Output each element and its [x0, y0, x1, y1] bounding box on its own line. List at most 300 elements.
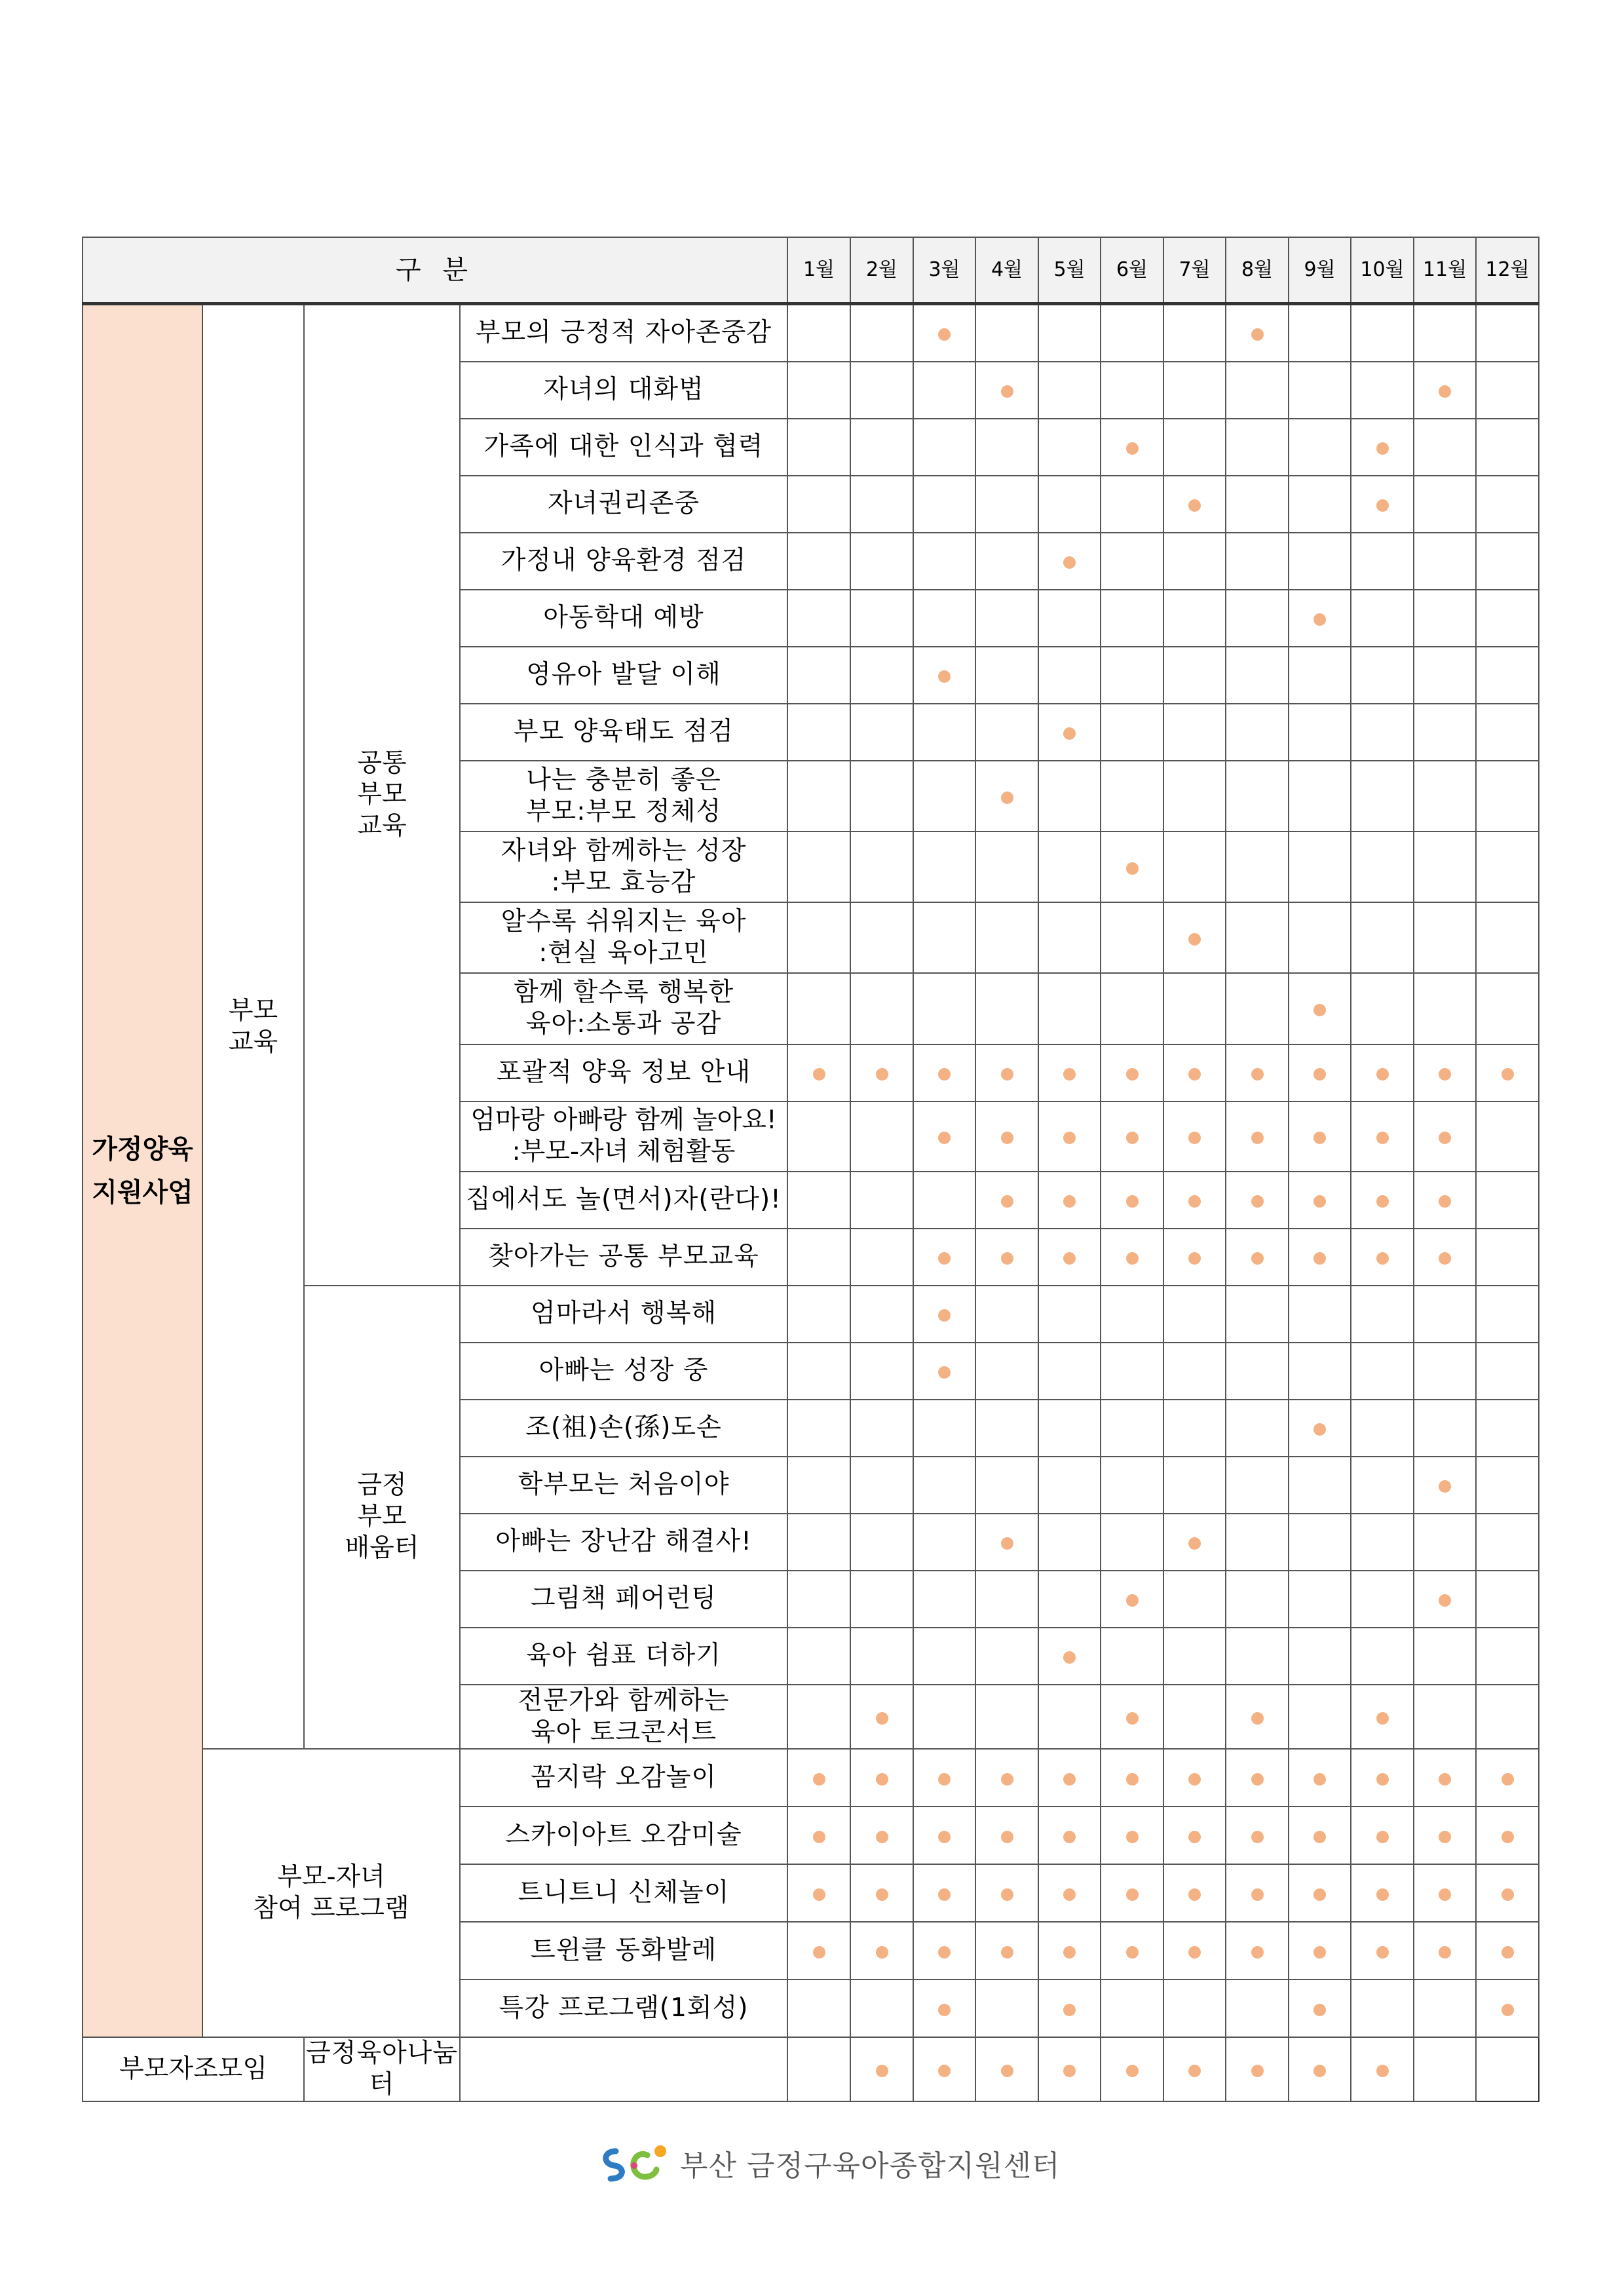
program-name: 학부모는 처음이야 [460, 1457, 787, 1514]
program-name: 함께 할수록 행복한 육아:소통과 공감 [460, 973, 787, 1044]
schedule-dot [1001, 1537, 1013, 1550]
month-cell [1101, 1286, 1163, 1343]
month-cell [975, 647, 1038, 704]
month-cell [1226, 1628, 1289, 1685]
program-name: 아빠는 성장 중 [460, 1343, 787, 1400]
month-cell [1226, 1286, 1289, 1343]
schedule-dot [1126, 1946, 1139, 1959]
month-cell [1351, 647, 1414, 704]
month-cell [1038, 1980, 1101, 2037]
month-cell [1038, 419, 1101, 476]
month-header: 7월 [1163, 237, 1226, 304]
month-cell [913, 1514, 975, 1571]
month-cell [913, 1343, 975, 1400]
month-cell [1289, 832, 1351, 902]
month-cell [1414, 832, 1476, 902]
month-cell [1226, 533, 1289, 590]
schedule-dot [938, 1132, 951, 1144]
month-cell [1038, 1172, 1101, 1229]
month-cell [1101, 902, 1163, 973]
month-cell [1101, 1922, 1163, 1980]
month-cell [1101, 304, 1163, 362]
month-cell [1351, 590, 1414, 647]
month-cell [1289, 1101, 1351, 1172]
month-cell [1163, 2037, 1226, 2101]
program-name: 금정육아나눔터 [304, 2037, 460, 2101]
schedule-dot [1313, 1132, 1326, 1144]
month-cell [850, 1980, 913, 2037]
center-logo-icon [596, 2139, 675, 2187]
month-cell [1414, 1514, 1476, 1571]
month-cell [1163, 1229, 1226, 1286]
month-cell [787, 1044, 850, 1101]
month-cell [1163, 419, 1226, 476]
month-cell [850, 1457, 913, 1514]
program-name: 나는 충분히 좋은 부모:부모 정체성 [460, 761, 787, 832]
month-cell [787, 704, 850, 761]
month-cell [975, 761, 1038, 832]
schedule-dot [876, 2065, 888, 2077]
month-cell [1414, 1571, 1476, 1628]
schedule-dot [1001, 1252, 1013, 1265]
month-cell [913, 1101, 975, 1172]
month-cell [975, 832, 1038, 902]
schedule-dot [876, 1946, 888, 1959]
schedule-dot [1126, 442, 1139, 455]
schedule-dot [1501, 1068, 1514, 1081]
program-name: 자녀와 함께하는 성장 :부모 효능감 [460, 832, 787, 902]
schedule-dot [1063, 1195, 1076, 1208]
schedule-dot [1313, 613, 1326, 626]
month-cell [913, 1229, 975, 1286]
category-level1: 가정양육 지원사업 [83, 304, 202, 2037]
month-cell [1414, 533, 1476, 590]
schedule-dot [1063, 1651, 1076, 1664]
month-cell [1289, 1514, 1351, 1571]
schedule-dot [1439, 1068, 1451, 1081]
month-cell [1163, 1628, 1226, 1685]
schedule-dot [1188, 1068, 1201, 1081]
schedule-dot [1251, 1946, 1264, 1959]
month-cell [1038, 476, 1101, 533]
schedule-dot [1439, 1252, 1451, 1265]
program-name: 알수록 쉬워지는 육아 :현실 육아고민 [460, 902, 787, 973]
month-cell [975, 1229, 1038, 1286]
month-cell [1476, 1229, 1539, 1286]
month-cell [1101, 533, 1163, 590]
month-cell [850, 1749, 913, 1807]
month-cell [975, 2037, 1038, 2101]
month-cell [1289, 304, 1351, 362]
month-header: 1월 [787, 237, 850, 304]
schedule-dot [1501, 1773, 1514, 1786]
month-cell [1289, 533, 1351, 590]
schedule-dot [1439, 1195, 1451, 1208]
month-cell [1289, 1628, 1351, 1685]
schedule-dot [1251, 1068, 1264, 1081]
schedule-dot [938, 1888, 951, 1901]
month-cell [1101, 362, 1163, 419]
month-cell [787, 761, 850, 832]
month-cell [787, 476, 850, 533]
month-cell [1289, 973, 1351, 1044]
month-cell [1226, 1400, 1289, 1457]
month-cell [1289, 761, 1351, 832]
month-cell [1226, 1864, 1289, 1922]
month-cell [1038, 533, 1101, 590]
month-cell [975, 1101, 1038, 1172]
month-cell [1476, 1571, 1539, 1628]
month-cell [913, 533, 975, 590]
schedule-dot [1439, 1132, 1451, 1144]
month-cell [1414, 1685, 1476, 1749]
schedule-dot [1126, 862, 1139, 875]
month-cell [1351, 2037, 1414, 2101]
month-cell [1414, 1980, 1476, 2037]
month-cell [1476, 590, 1539, 647]
month-cell [787, 902, 850, 973]
schedule-dot [1126, 1888, 1139, 1901]
month-cell [1351, 362, 1414, 419]
month-cell [850, 419, 913, 476]
month-cell [1289, 590, 1351, 647]
schedule-dot [1439, 1946, 1451, 1959]
month-cell [850, 1922, 913, 1980]
schedule-dot [1063, 1946, 1076, 1959]
schedule-dot [1313, 1423, 1326, 1436]
month-cell [913, 1457, 975, 1514]
schedule-dot [1188, 1946, 1201, 1959]
month-cell [975, 1749, 1038, 1807]
month-cell [1414, 761, 1476, 832]
month-header: 2월 [850, 237, 913, 304]
month-cell [1101, 1571, 1163, 1628]
schedule-dot [1376, 1773, 1389, 1786]
month-cell [1226, 1571, 1289, 1628]
month-cell [1226, 1749, 1289, 1807]
month-cell [1414, 647, 1476, 704]
month-cell [850, 2037, 913, 2101]
month-cell [1101, 704, 1163, 761]
month-cell [1038, 1457, 1101, 1514]
month-cell [1351, 1286, 1414, 1343]
month-cell [913, 704, 975, 761]
month-cell [975, 1172, 1038, 1229]
month-cell [850, 761, 913, 832]
month-cell [1414, 704, 1476, 761]
month-cell [1414, 1286, 1476, 1343]
month-cell [787, 1172, 850, 1229]
month-cell [1351, 704, 1414, 761]
schedule-dot [1313, 2004, 1326, 2016]
schedule-dot [1439, 1773, 1451, 1786]
schedule-dot [813, 1068, 825, 1081]
month-cell [1038, 1101, 1101, 1172]
month-cell [1414, 1172, 1476, 1229]
month-cell [850, 1172, 913, 1229]
month-cell [850, 1044, 913, 1101]
month-cell [1163, 1457, 1226, 1514]
schedule-dot [1126, 1132, 1139, 1144]
month-cell [1289, 1343, 1351, 1400]
schedule-dot [1313, 1195, 1326, 1208]
month-cell [1038, 362, 1101, 419]
month-cell [1414, 1922, 1476, 1980]
schedule-dot [1251, 1773, 1264, 1786]
month-cell [787, 832, 850, 902]
month-cell [975, 1807, 1038, 1864]
month-cell [460, 2037, 787, 2101]
month-cell [1226, 1343, 1289, 1400]
month-cell [1289, 1807, 1351, 1864]
month-cell [1476, 832, 1539, 902]
schedule-dot [1063, 1831, 1076, 1843]
month-cell [1038, 1343, 1101, 1400]
schedule-dot [813, 1946, 825, 1959]
schedule-dot [1501, 1888, 1514, 1901]
month-cell [1038, 590, 1101, 647]
month-cell [1351, 476, 1414, 533]
month-cell [850, 832, 913, 902]
month-cell [1101, 1628, 1163, 1685]
month-cell [1476, 647, 1539, 704]
schedule-dot [1251, 1195, 1264, 1208]
month-cell [1414, 362, 1476, 419]
month-cell [1163, 1749, 1226, 1807]
month-header: 11월 [1414, 237, 1476, 304]
month-cell [1038, 973, 1101, 1044]
schedule-dot [1188, 499, 1201, 512]
schedule-dot [1251, 1252, 1264, 1265]
month-cell [850, 973, 913, 1044]
month-cell [787, 1685, 850, 1749]
month-cell [1476, 1628, 1539, 1685]
month-cell [1351, 1980, 1414, 2037]
month-cell [1289, 1229, 1351, 1286]
schedule-dot [1001, 1831, 1013, 1843]
month-cell [975, 973, 1038, 1044]
month-cell [1226, 1101, 1289, 1172]
month-cell [1351, 1229, 1414, 1286]
month-cell [787, 2037, 850, 2101]
schedule-dot [938, 1366, 951, 1379]
month-cell [1351, 1685, 1414, 1749]
month-cell [787, 1628, 850, 1685]
month-cell [913, 2037, 975, 2101]
month-cell [1414, 304, 1476, 362]
month-cell [1414, 1044, 1476, 1101]
month-cell [1163, 973, 1226, 1044]
schedule-dot [1126, 1712, 1139, 1725]
month-cell [1038, 1514, 1101, 1571]
program-name: 자녀권리존중 [460, 476, 787, 533]
month-cell [1101, 1685, 1163, 1749]
month-cell [1414, 1807, 1476, 1864]
month-cell [1289, 1172, 1351, 1229]
month-cell [850, 476, 913, 533]
month-cell [1226, 1172, 1289, 1229]
month-cell [975, 1044, 1038, 1101]
month-cell [1476, 1044, 1539, 1101]
schedule-dot [1313, 1252, 1326, 1265]
month-cell [1289, 1457, 1351, 1514]
month-cell [1101, 1044, 1163, 1101]
month-cell [787, 362, 850, 419]
month-cell [1101, 1101, 1163, 1172]
month-cell [1476, 704, 1539, 761]
month-cell [1351, 304, 1414, 362]
schedule-dot [1251, 1888, 1264, 1901]
month-cell [1414, 973, 1476, 1044]
month-cell [1414, 1400, 1476, 1457]
month-cell [787, 1229, 850, 1286]
month-cell [1414, 1343, 1476, 1400]
schedule-dot [876, 1888, 888, 1901]
month-cell [1351, 419, 1414, 476]
month-cell [1289, 1922, 1351, 1980]
month-cell [850, 647, 913, 704]
month-cell [787, 1571, 850, 1628]
month-cell [1289, 419, 1351, 476]
schedule-dot [1188, 933, 1201, 946]
month-cell [1289, 1286, 1351, 1343]
month-cell [1351, 1101, 1414, 1172]
month-cell [1163, 761, 1226, 832]
program-name: 찾아가는 공통 부모교육 [460, 1229, 787, 1286]
schedule-dot [876, 1712, 888, 1725]
schedule-dot [1251, 1831, 1264, 1843]
month-cell [787, 1749, 850, 1807]
month-cell [1163, 1980, 1226, 2037]
schedule-dot [1188, 1831, 1201, 1843]
month-cell [1226, 304, 1289, 362]
month-cell [913, 647, 975, 704]
schedule-dot [1376, 499, 1389, 512]
schedule-dot [938, 1309, 951, 1322]
month-cell [1476, 1749, 1539, 1807]
month-cell [1038, 1044, 1101, 1101]
schedule-dot [1126, 1831, 1139, 1843]
schedule-dot [1501, 1831, 1514, 1843]
schedule-dot [938, 2004, 951, 2016]
schedule-dot [1376, 1888, 1389, 1901]
schedule-dot [1126, 1773, 1139, 1786]
month-cell [913, 419, 975, 476]
month-cell [850, 1343, 913, 1400]
month-cell [1163, 902, 1226, 973]
month-cell [787, 419, 850, 476]
header-category-label: 구 분 [83, 237, 787, 304]
month-cell [1038, 1286, 1101, 1343]
month-cell [913, 1628, 975, 1685]
month-cell [1414, 590, 1476, 647]
month-cell [850, 902, 913, 973]
schedule-dot [1188, 1888, 1201, 1901]
month-cell [1289, 704, 1351, 761]
schedule-dot [1313, 1004, 1326, 1016]
month-cell [787, 973, 850, 1044]
schedule-dot [1439, 385, 1451, 398]
category-common-parent-education: 공통 부모 교육 [304, 304, 460, 1286]
month-cell [1038, 1571, 1101, 1628]
schedule-dot [1251, 1132, 1264, 1144]
schedule-dot [1063, 727, 1076, 740]
month-cell [1289, 647, 1351, 704]
month-cell [1038, 1807, 1101, 1864]
month-cell [913, 973, 975, 1044]
program-name: 스카이아트 오감미술 [460, 1807, 787, 1864]
month-cell [1226, 761, 1289, 832]
schedule-dot [1001, 1888, 1013, 1901]
month-cell [1038, 1229, 1101, 1286]
schedule-dot [1001, 2065, 1013, 2077]
schedule-dot [1439, 1480, 1451, 1493]
schedule-dot [1001, 1068, 1013, 1081]
month-cell [1414, 1864, 1476, 1922]
month-cell [1163, 362, 1226, 419]
month-cell [1226, 1922, 1289, 1980]
month-cell [1476, 761, 1539, 832]
schedule-dot [1313, 1888, 1326, 1901]
month-cell [913, 1571, 975, 1628]
month-cell [1476, 1514, 1539, 1571]
month-cell [1038, 2037, 1101, 2101]
month-cell [1163, 647, 1226, 704]
month-cell [913, 1980, 975, 2037]
month-cell [787, 1980, 850, 2037]
schedule-dot [1063, 1132, 1076, 1144]
month-cell [787, 590, 850, 647]
schedule-dot [813, 1773, 825, 1786]
month-cell [1289, 1400, 1351, 1457]
month-cell [1476, 1343, 1539, 1400]
month-cell [1101, 476, 1163, 533]
month-cell [850, 704, 913, 761]
month-cell [1163, 1172, 1226, 1229]
month-cell [1414, 1101, 1476, 1172]
month-cell [1476, 362, 1539, 419]
month-header: 4월 [975, 237, 1038, 304]
schedule-dot [938, 1773, 951, 1786]
month-cell [1289, 902, 1351, 973]
schedule-dot [1376, 1831, 1389, 1843]
month-cell [1351, 1749, 1414, 1807]
schedule-dot [876, 1831, 888, 1843]
schedule-dot [1126, 1594, 1139, 1607]
program-name: 엄마랑 아빠랑 함께 놀아요! :부모-자녀 체험활동 [460, 1101, 787, 1172]
month-cell [1038, 761, 1101, 832]
schedule-dot [1376, 1195, 1389, 1208]
month-cell [1414, 419, 1476, 476]
month-cell [913, 761, 975, 832]
month-cell [1289, 2037, 1351, 2101]
month-cell [975, 476, 1038, 533]
month-cell [1163, 704, 1226, 761]
month-cell [913, 1922, 975, 1980]
month-cell [1226, 1980, 1289, 2037]
schedule-dot [1376, 442, 1389, 455]
month-cell [913, 1400, 975, 1457]
month-cell [1101, 832, 1163, 902]
month-cell [1226, 476, 1289, 533]
month-cell [913, 476, 975, 533]
month-cell [850, 1685, 913, 1749]
month-cell [913, 1685, 975, 1749]
month-cell [1163, 1101, 1226, 1172]
table-row [83, 2037, 1539, 2101]
month-cell [1289, 476, 1351, 533]
month-cell [1226, 704, 1289, 761]
